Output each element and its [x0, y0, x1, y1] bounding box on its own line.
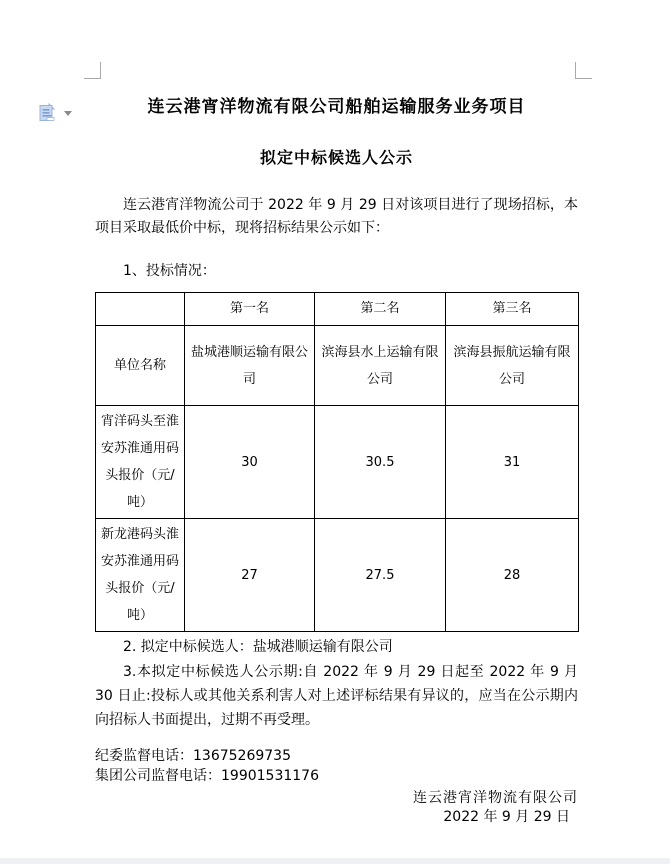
table-header-row — [96, 293, 579, 326]
bid-results-table — [95, 292, 579, 632]
intro-paragraph[interactable]: 连云港宵洋物流公司于 2022 年 9 月 29 日对该项目进行了现场招标，本项目采取最低价中标，现将招标结果公示如下： — [95, 197, 578, 236]
table-row-price-xinlonggang — [96, 519, 579, 632]
price-xiaoyang-rank2[interactable]: 30.5 — [315, 406, 446, 519]
price-xiaoyang-rank1[interactable]: 30 — [185, 406, 315, 519]
chevron-down-icon[interactable] — [64, 111, 72, 116]
document-content — [95, 96, 578, 827]
signature-date[interactable]: 2022 年 9 月 29 日 — [443, 809, 570, 825]
price-xiaoyang-rank3[interactable]: 31 — [446, 406, 579, 519]
section-1-heading[interactable]: 1、投标情况： — [123, 263, 216, 279]
price-xinlonggang-rank3[interactable]: 28 — [446, 519, 579, 632]
table-header-rank2[interactable]: 第二名 — [315, 293, 446, 326]
company-rank3[interactable]: 滨海县振航运输有限公司 — [446, 326, 579, 406]
row-label-company[interactable]: 单位名称 — [96, 326, 185, 406]
price-xinlonggang-rank2[interactable]: 27.5 — [315, 519, 446, 632]
price-xinlonggang-rank1[interactable]: 27 — [185, 519, 315, 632]
document-subtitle[interactable]: 拟定中标候选人公示 — [259, 148, 413, 167]
row-label-price-xiaoyang[interactable]: 宵洋码头至淮安苏淮通用码头报价（元/吨） — [96, 406, 185, 519]
table-header-rank1[interactable]: 第一名 — [185, 293, 315, 326]
company-rank2[interactable]: 滨海县水上运输有限公司 — [315, 326, 446, 406]
group-phone-line[interactable]: 集团公司监督电话：19901531176 — [95, 768, 319, 784]
paste-options-button[interactable] — [36, 101, 72, 124]
document-title[interactable]: 连云港宵洋物流有限公司船舶运输服务业务项目 — [147, 97, 526, 117]
section-3-paragraph[interactable]: 3.本拟定中标候选人公示期:自 2022 年 9 月 29 日起至 2022 年 9 月 30 日止:投标人或其他关系利害人对上述评标结果有异议的，应当在公示期内向招标人书面提出，过期不再受理。 — [95, 664, 578, 728]
margin-mark-top-left-icon — [84, 62, 101, 79]
margin-mark-top-right-icon — [575, 62, 592, 79]
discipline-phone-line[interactable]: 纪委监督电话：13675269735 — [95, 748, 291, 764]
section-2-paragraph[interactable]: 2. 拟定中标候选人：盐城港顺运输有限公司 — [123, 639, 393, 655]
row-label-price-xinlonggang[interactable]: 新龙港码头淮安苏淮通用码头报价（元/吨） — [96, 519, 185, 632]
page-bottom-gap — [0, 858, 670, 864]
paste-options-icon — [36, 101, 59, 124]
table-row-company-names — [96, 326, 579, 406]
table-header-corner[interactable] — [96, 293, 185, 326]
table-row-price-xiaoyang — [96, 406, 579, 519]
signature-company[interactable]: 连云港宵洋物流有限公司 — [413, 790, 578, 806]
table-header-rank3[interactable]: 第三名 — [446, 293, 579, 326]
company-rank1[interactable]: 盐城港顺运输有限公司 — [185, 326, 315, 406]
